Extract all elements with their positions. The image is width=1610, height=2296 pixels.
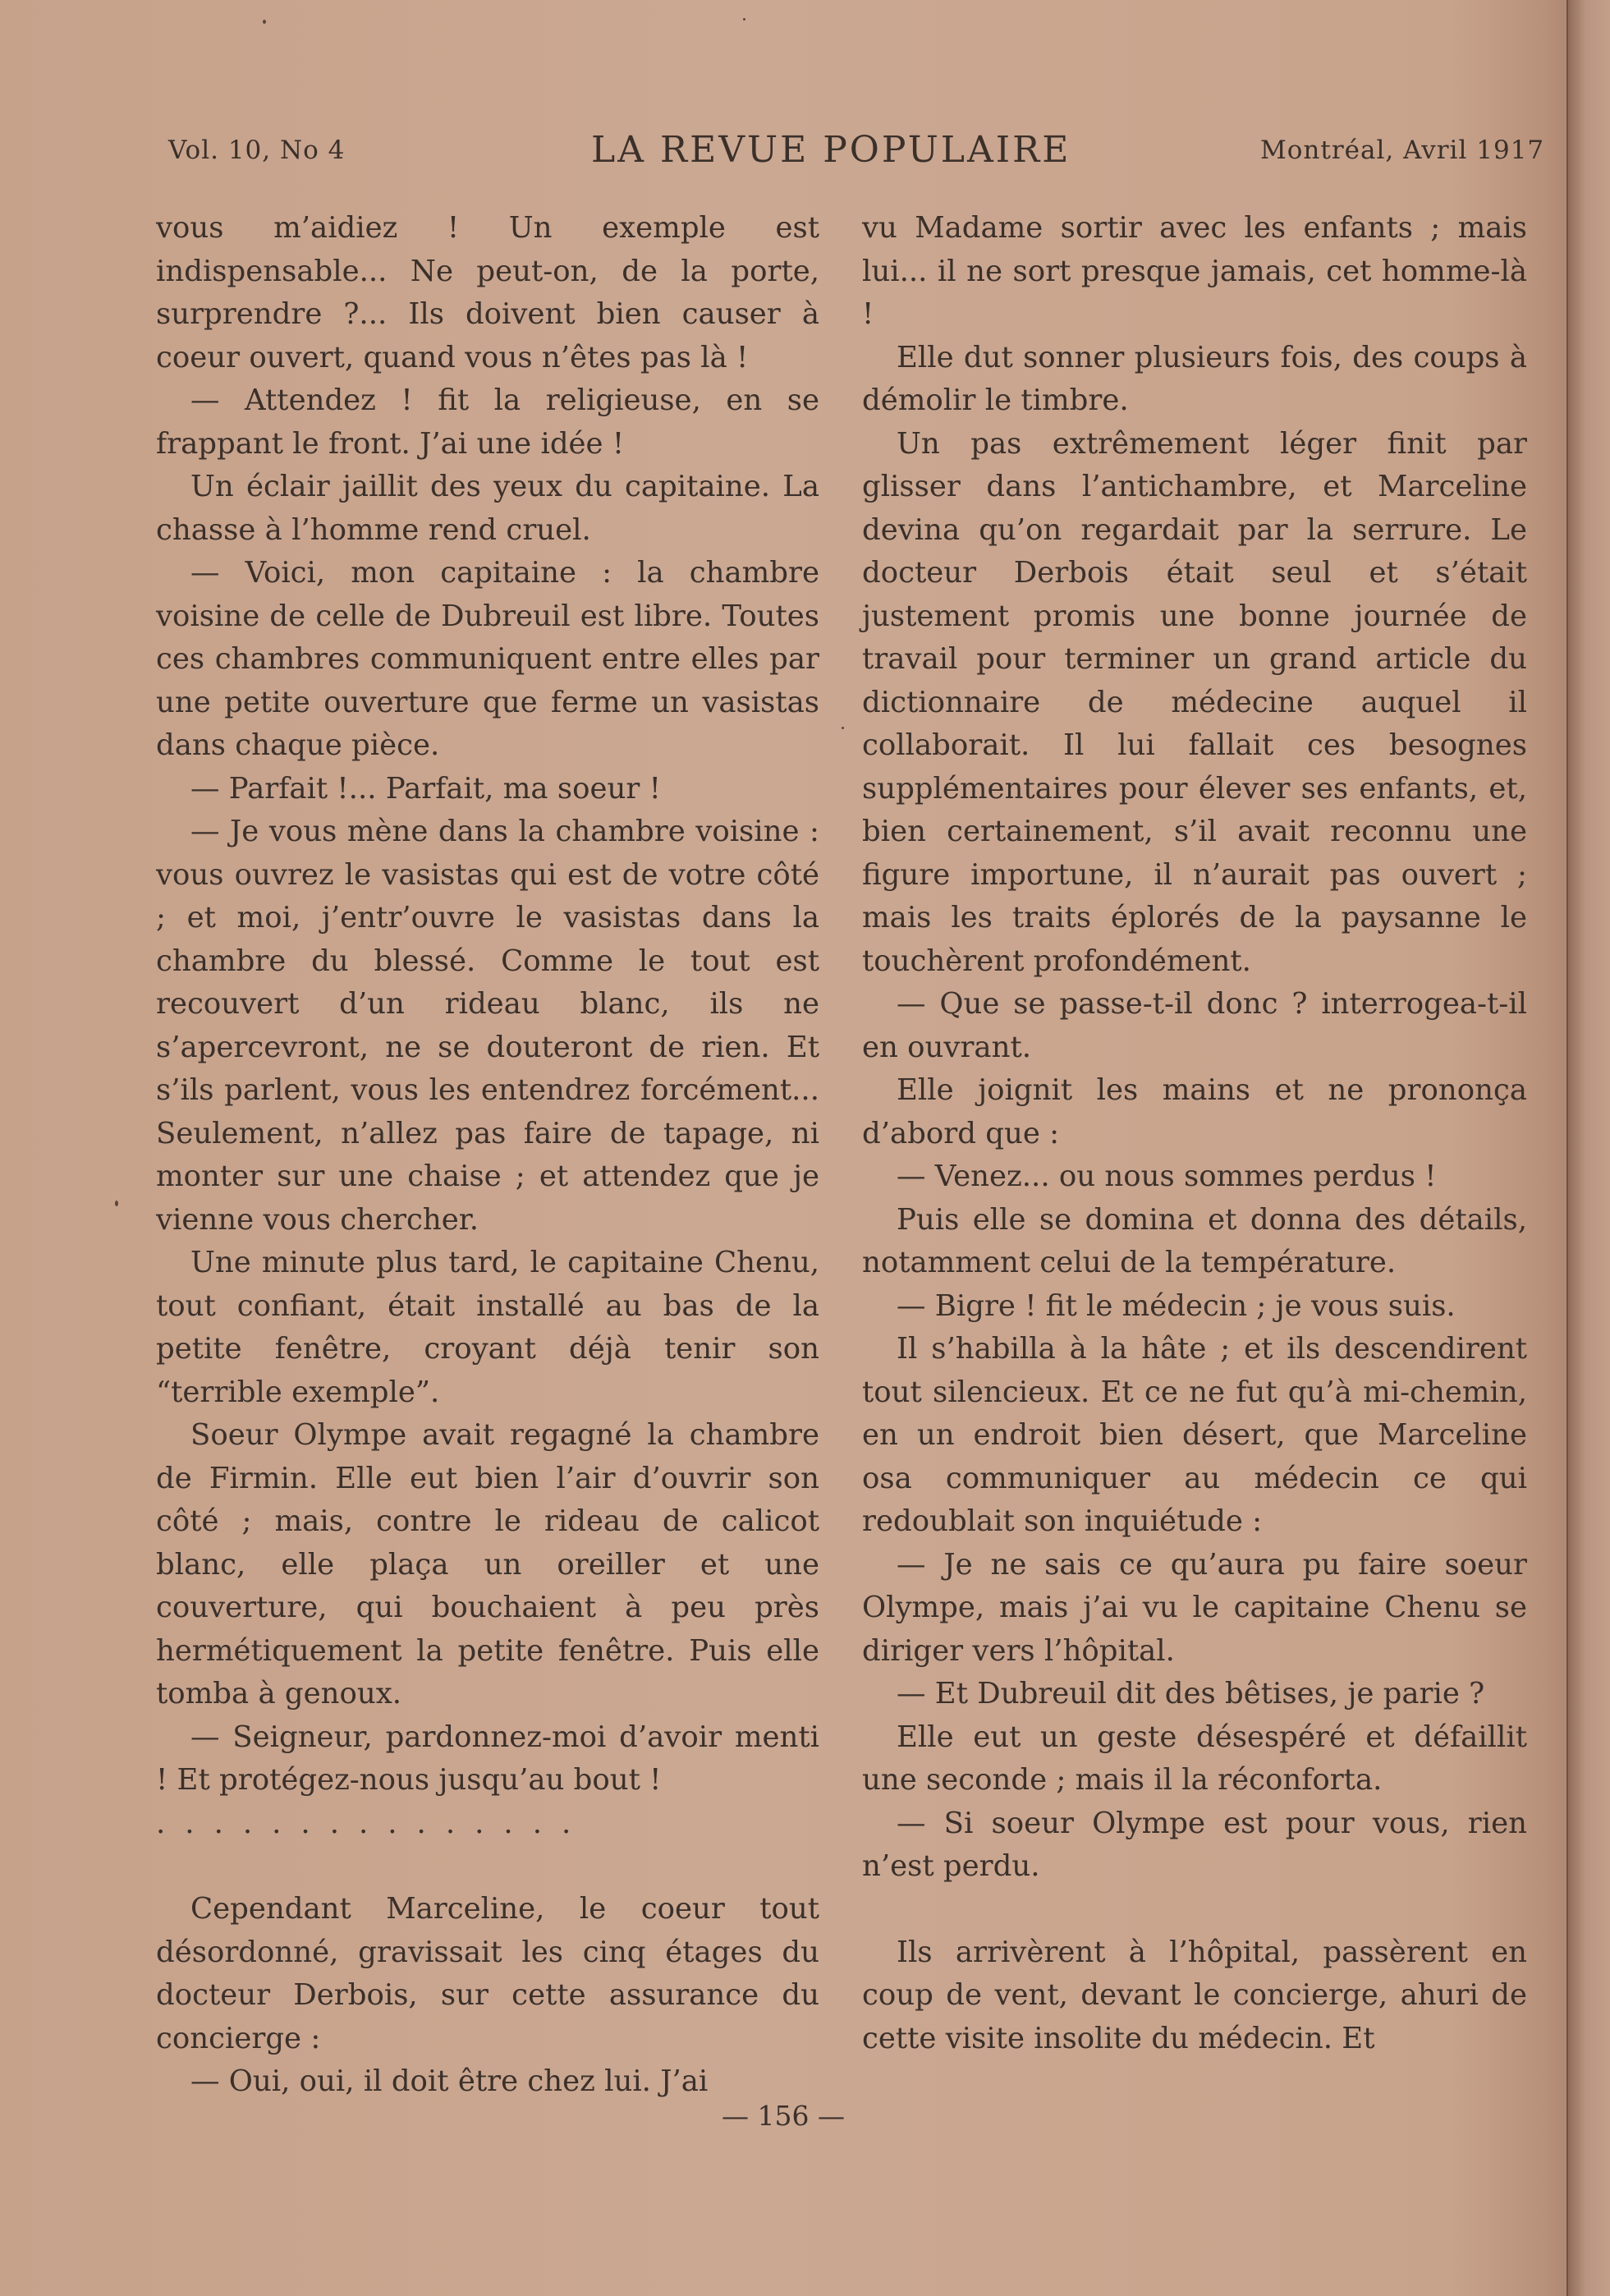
journal-title: LA REVUE POPULAIRE [591,129,1071,171]
page-number: — 156 — [722,2100,845,2132]
paragraph: — Parfait !... Parfait, ma soeur ! [190,771,661,806]
paragraph: Elle dut sonner plusieurs fois, des coups à démolir le timbre. [862,340,1527,417]
paragraph: — Je vous mène dans la chambre voisine : vous ouvrez le vasistas qui est de votre côté ; et moi, j’entr’ouvre le vasistas dans la chambre du blessé. Comme le tout est recouvert d’un rideau blanc, ils ne s’apercevront, ne se douteront de rien. Et s’ils parlent, vous les entendrez forcément... Seulement, n’allez pas faire de tapage, ni monter sur une chaise ; et attendez que je vienne vous chercher. [156,815,819,1237]
page-edge [1566,0,1610,2296]
paper-speck [115,1201,118,1206]
paragraph: vous m’aidiez ! Un exemple est indispensable... Ne peut-on, de la porte, surprendre ?... Ils doivent bien causer à coeur ouvert, quand vous n’êtes pas là ! [156,211,819,374]
paragraph: Il s’habilla à la hâte ; et ils descendirent tout silencieux. Et ce ne fut qu’à mi-chemin, en un endroit bien désert, que Marceline osa communiquer au médecin ce qui redoublait son inquiétude : [862,1332,1527,1538]
paragraph: Puis elle se domina et donna des détails, notamment celui de la température. [862,1202,1527,1279]
volume-label: Vol. 10, No 4 [168,135,346,165]
paper-speck [743,18,745,21]
right-column [862,207,1527,2060]
left-column [156,207,819,2104]
paragraph: — Si soeur Olympe est pour vous, rien n’est perdu. [862,1806,1527,1883]
paragraph: — Venez... ou nous sommes perdus ! [897,1159,1437,1193]
running-header [0,127,1566,177]
section-gap [156,1845,819,1888]
paragraph: — Je ne sais ce qu’aura pu faire soeur Olympe, mais j’ai vu le capitaine Chenu se diriger vers l’hôpital. [862,1547,1527,1668]
paragraph: Elle eut un geste désespéré et défaillit une seconde ; mais il la réconforta. [862,1720,1527,1797]
date-label: Montréal, Avril 1917 [1260,135,1545,165]
paragraph: Un éclair jaillit des yeux du capitaine. La chasse à l’homme rend cruel. [156,470,819,547]
paragraph: — Seigneur, pardonnez-moi d’avoir menti ! Et protégez-nous jusqu’au bout ! [156,1720,819,1797]
paper-speck [263,20,266,24]
paragraph: Une minute plus tard, le capitaine Chenu, tout confiant, était installé au bas de la petite fenêtre, croyant déjà tenir son “terrible exemple”. [156,1246,819,1409]
paragraph: Elle joignit les mains et ne prononça d’abord que : [862,1073,1527,1150]
paragraph: — Voici, mon capitaine : la chambre voisine de celle de Dubreuil est libre. Toutes ces chambres communiquent entre elles par une petite ouverture que ferme un vasistas dans chaque pièce. [156,556,819,762]
paragraph: Ils arrivèrent à l’hôpital, passèrent en coup de vent, devant le concierge, ahuri de cette visite insolite du médecin. Et [862,1935,1527,2055]
section-gap [862,1889,1527,1931]
paragraph: — Et Dubreuil dit des bêtises, je parie ? [897,1677,1485,1711]
paragraph: — Bigre ! fit le médecin ; je vous suis. [897,1288,1456,1323]
paragraph: — Attendez ! fit la religieuse, en se frappant le front. J’ai une idée ! [156,383,819,461]
section-break-dots: ............... [156,1806,591,1840]
paragraph: — Oui, oui, il doit être chez lui. J’ai [190,2064,709,2098]
paper-speck [842,727,844,729]
paragraph: vu Madame sortir avec les enfants ; mais lui... il ne sort presque jamais, cet homme-là ! [862,211,1527,331]
paragraph: — Que se passe-t-il donc ? interrogea-t-il en ouvrant. [862,987,1527,1064]
paragraph: Un pas extrêmement léger finit par glisser dans l’antichambre, et Marceline devina qu’on regardait par la serrure. Le docteur Derbois était seul et s’était justement promis une bonne journée de travail pour terminer un grand article du dictionnaire de médecine auquel il collaborait. Il lui fallait ces besognes supplémentaires pour élever ses enfants, et, bien certainement, s’il avait reconnu une figure importune, il n’aurait pas ouvert ; mais les traits éplorés de la paysanne le touchèrent profondément. [862,426,1527,978]
paragraph: Soeur Olympe avait regagné la chambre de Firmin. Elle eut bien l’air d’ouvrir son côté ; mais, contre le rideau de calicot blanc, elle plaça un oreiller et une couverture, qui bouchaient à peu près hermétiquement la petite fenêtre. Puis elle tomba à genoux. [156,1418,819,1711]
paragraph: Cependant Marceline, le coeur tout désordonné, gravissait les cinq étages du docteur Derbois, sur cette assurance du concierge : [156,1892,819,2055]
